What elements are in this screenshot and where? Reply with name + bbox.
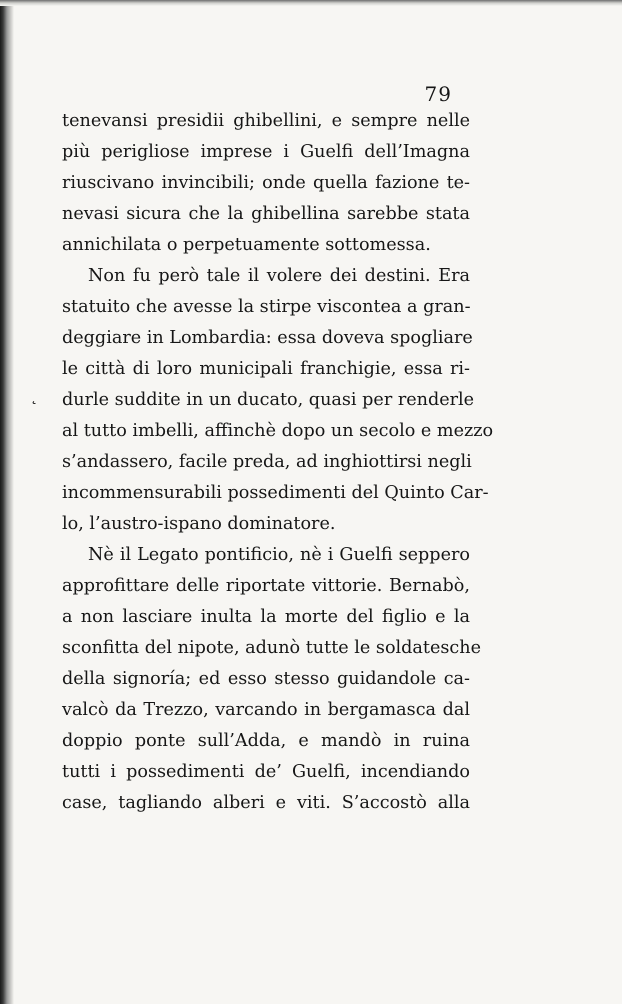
text-line: doppio ponte sull’Adda, e mandò in ruina [62, 731, 470, 751]
text-line: riuscivano invincibili; onde quella fazione te- [62, 173, 470, 193]
text-line: Nè il Legato pontificio, nè i Guelfi seppero [88, 545, 470, 565]
text-line: al tutto imbelli, affinchè dopo un secolo e mezzo [62, 421, 494, 441]
text-line: nevasi sicura che la ghibellina sarebbe stata [62, 204, 470, 224]
text-line: deggiare in Lombardia: essa doveva spogliare [62, 328, 473, 348]
page-number: 79 [424, 82, 452, 106]
text-line: Non fu però tale il volere dei destini. Era [88, 266, 470, 286]
text-line: approfittare delle riportate vittorie. Bernabò, [62, 576, 470, 596]
text-line: statuito che avesse la stirpe viscontea a gran- [62, 297, 471, 317]
text-line: tenevansi presidii ghibellini, e sempre nelle [62, 111, 470, 131]
text-line: della signoría; ed esso stesso guidandole ca- [62, 669, 470, 689]
text-line: durle suddite in un ducato, quasi per renderle [62, 390, 475, 410]
text-line: lo, l’austro-ispano dominatore. [62, 514, 336, 534]
text-line: sconfitta del nipote, adunò tutte le soldatesche [62, 638, 482, 658]
text-line: le città di loro municipali franchigie, essa ri- [62, 359, 470, 379]
page-top-edge-shadow [0, 0, 622, 6]
text-line: s’andassero, facile preda, ad inghiottirsi negli [62, 452, 472, 472]
text-line: a non lasciare inulta la morte del figlio e la [62, 607, 470, 627]
text-line: case, tagliando alberi e viti. S’accostò alla [62, 793, 470, 813]
text-line: più perigliose imprese i Guelfi dell’Imagna [62, 142, 470, 162]
text-line: tutti i possedimenti de’ Guelfi, incendiando [62, 762, 470, 782]
body-text [62, 106, 494, 819]
text-line: valcò da Trezzo, varcando in bergamasca dal [62, 700, 470, 720]
text-line: incommensurabili possedimenti del Quinto Car- [62, 483, 489, 503]
margin-mark: ˛ [30, 386, 38, 405]
page-left-edge-shadow [0, 0, 14, 1004]
text-line: annichilata o perpetuamente sottomessa. [62, 235, 431, 255]
